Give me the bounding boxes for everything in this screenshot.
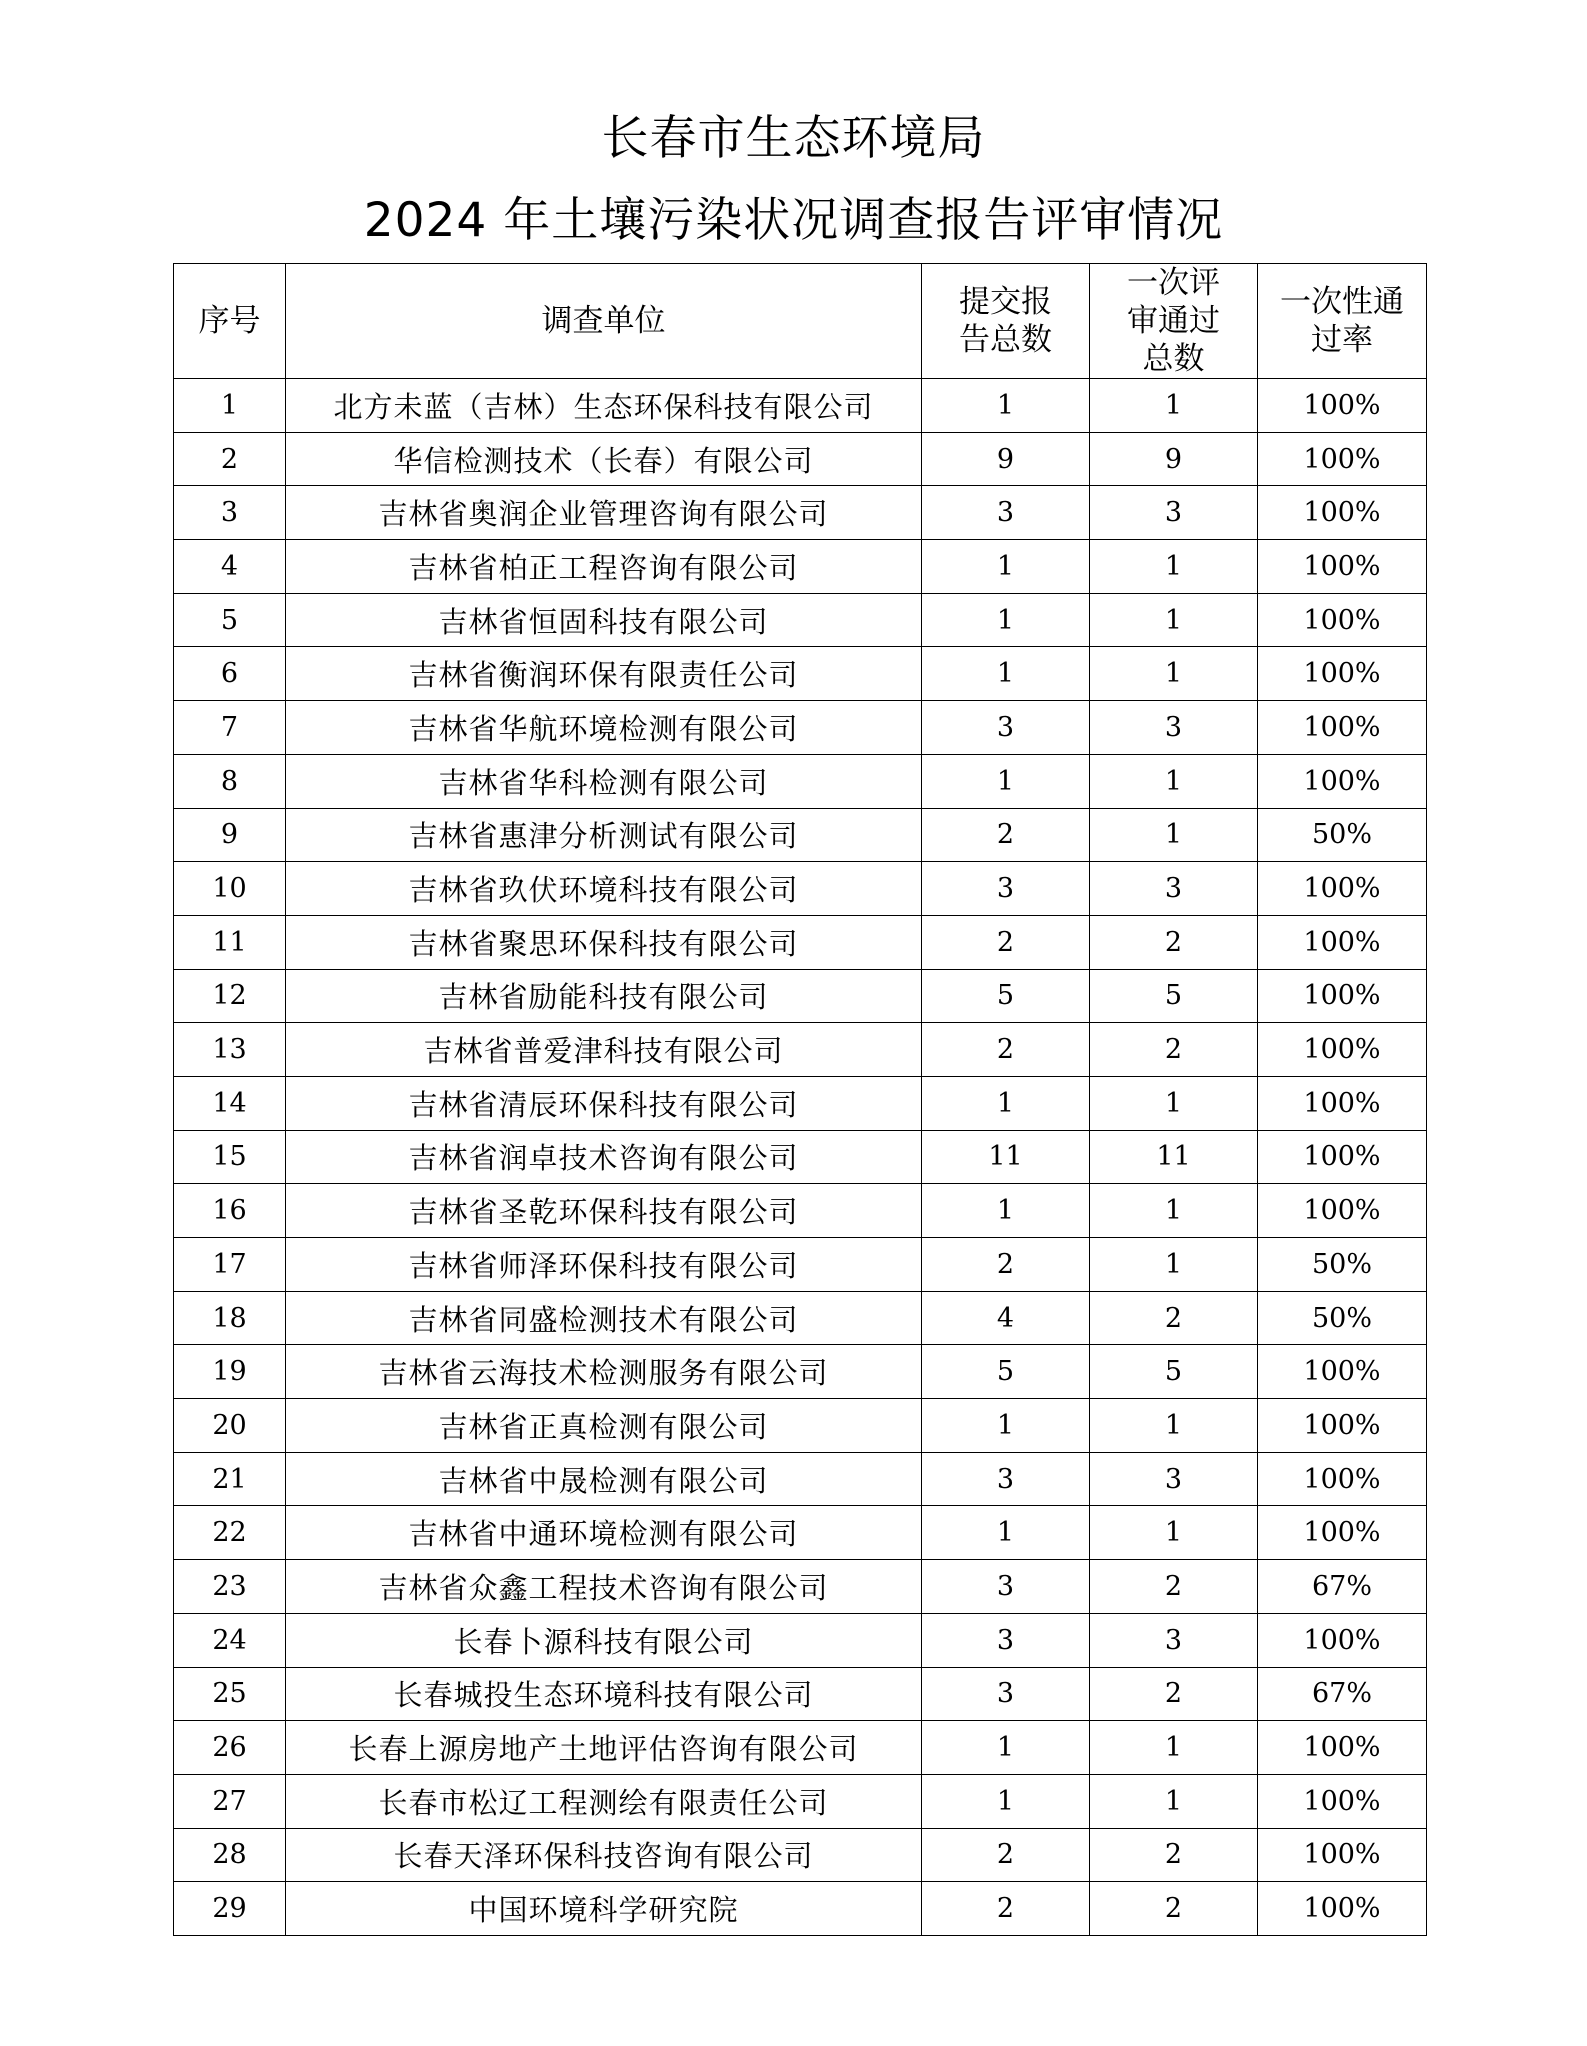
table-row [174, 808, 1427, 862]
table-row [174, 432, 1427, 486]
cell-submitted-total: 1 [922, 1184, 1090, 1238]
cell-survey-unit: 长春天泽环保科技咨询有限公司 [286, 1828, 922, 1882]
cell-survey-unit: 吉林省中晟检测有限公司 [286, 1452, 922, 1506]
cell-pass-rate: 100% [1258, 432, 1427, 486]
cell-passed-total: 1 [1090, 1184, 1258, 1238]
cell-submitted-total: 1 [922, 379, 1090, 433]
table-row [174, 540, 1427, 594]
cell-survey-unit: 吉林省华科检测有限公司 [286, 754, 922, 808]
cell-passed-total: 2 [1090, 1291, 1258, 1345]
cell-submitted-total: 3 [922, 862, 1090, 916]
cell-pass-rate: 100% [1258, 1882, 1427, 1936]
cell-passed-total: 2 [1090, 1667, 1258, 1721]
cell-submitted-total: 2 [922, 1828, 1090, 1882]
cell-submitted-total: 3 [922, 1667, 1090, 1721]
table-body [174, 379, 1427, 1936]
cell-passed-total: 9 [1090, 432, 1258, 486]
cell-submitted-total: 3 [922, 1560, 1090, 1614]
table-row [174, 1345, 1427, 1399]
table-row [174, 969, 1427, 1023]
cell-serial-number: 23 [174, 1560, 286, 1614]
cell-serial-number: 8 [174, 754, 286, 808]
cell-submitted-total: 5 [922, 969, 1090, 1023]
cell-pass-rate: 67% [1258, 1560, 1427, 1614]
cell-passed-total: 3 [1090, 862, 1258, 916]
cell-pass-rate: 100% [1258, 1023, 1427, 1077]
document-title: 长春市生态环境局 [601, 111, 986, 166]
cell-submitted-total: 3 [922, 1452, 1090, 1506]
cell-survey-unit: 吉林省师泽环保科技有限公司 [286, 1238, 922, 1292]
cell-passed-total: 1 [1090, 1774, 1258, 1828]
cell-survey-unit: 吉林省圣乾环保科技有限公司 [286, 1184, 922, 1238]
cell-serial-number: 26 [174, 1721, 286, 1775]
cell-serial-number: 1 [174, 379, 286, 433]
cell-submitted-total: 4 [922, 1291, 1090, 1345]
cell-serial-number: 28 [174, 1828, 286, 1882]
cell-submitted-total: 9 [922, 432, 1090, 486]
cell-serial-number: 15 [174, 1130, 286, 1184]
cell-submitted-total: 1 [922, 754, 1090, 808]
cell-passed-total: 5 [1090, 1345, 1258, 1399]
cell-survey-unit: 吉林省恒固科技有限公司 [286, 593, 922, 647]
cell-passed-total: 1 [1090, 808, 1258, 862]
cell-submitted-total: 3 [922, 486, 1090, 540]
table-row [174, 1023, 1427, 1077]
cell-pass-rate: 100% [1258, 915, 1427, 969]
cell-pass-rate: 100% [1258, 754, 1427, 808]
table-row [174, 1828, 1427, 1882]
cell-submitted-total: 2 [922, 1023, 1090, 1077]
cell-serial-number: 9 [174, 808, 286, 862]
cell-passed-total: 2 [1090, 1882, 1258, 1936]
cell-serial-number: 11 [174, 915, 286, 969]
table-row [174, 1130, 1427, 1184]
cell-passed-total: 1 [1090, 593, 1258, 647]
header-passed-total: 一次评审通过总数 [1090, 264, 1258, 379]
table-row [174, 593, 1427, 647]
cell-survey-unit: 吉林省衡润环保有限责任公司 [286, 647, 922, 701]
table-row [174, 1882, 1427, 1936]
table-row [174, 1076, 1427, 1130]
cell-passed-total: 3 [1090, 701, 1258, 755]
table-row [174, 1721, 1427, 1775]
cell-survey-unit: 吉林省润卓技术咨询有限公司 [286, 1130, 922, 1184]
cell-serial-number: 19 [174, 1345, 286, 1399]
cell-serial-number: 10 [174, 862, 286, 916]
cell-pass-rate: 100% [1258, 969, 1427, 1023]
table-row [174, 1291, 1427, 1345]
cell-serial-number: 25 [174, 1667, 286, 1721]
cell-submitted-total: 1 [922, 1721, 1090, 1775]
cell-submitted-total: 5 [922, 1345, 1090, 1399]
table-row [174, 1667, 1427, 1721]
cell-survey-unit: 吉林省同盛检测技术有限公司 [286, 1291, 922, 1345]
cell-serial-number: 20 [174, 1399, 286, 1453]
cell-submitted-total: 2 [922, 1238, 1090, 1292]
cell-pass-rate: 100% [1258, 1613, 1427, 1667]
cell-survey-unit: 吉林省惠津分析测试有限公司 [286, 808, 922, 862]
cell-survey-unit: 吉林省清辰环保科技有限公司 [286, 1076, 922, 1130]
cell-submitted-total: 3 [922, 701, 1090, 755]
header-serial-number: 序号 [174, 264, 286, 379]
cell-survey-unit: 中国环境科学研究院 [286, 1882, 922, 1936]
cell-passed-total: 1 [1090, 647, 1258, 701]
cell-pass-rate: 100% [1258, 1399, 1427, 1453]
cell-submitted-total: 1 [922, 1774, 1090, 1828]
table-row [174, 1399, 1427, 1453]
table-row [174, 1238, 1427, 1292]
table-row [174, 1506, 1427, 1560]
cell-survey-unit: 吉林省普爱津科技有限公司 [286, 1023, 922, 1077]
table-row [174, 915, 1427, 969]
cell-submitted-total: 3 [922, 1613, 1090, 1667]
table-row [174, 1184, 1427, 1238]
cell-serial-number: 13 [174, 1023, 286, 1077]
cell-serial-number: 21 [174, 1452, 286, 1506]
table-row [174, 701, 1427, 755]
cell-passed-total: 2 [1090, 1828, 1258, 1882]
cell-submitted-total: 2 [922, 915, 1090, 969]
cell-pass-rate: 100% [1258, 1184, 1427, 1238]
cell-survey-unit: 吉林省励能科技有限公司 [286, 969, 922, 1023]
table-row [174, 486, 1427, 540]
table-row [174, 1452, 1427, 1506]
cell-serial-number: 12 [174, 969, 286, 1023]
cell-pass-rate: 100% [1258, 701, 1427, 755]
table-row [174, 1774, 1427, 1828]
cell-survey-unit: 长春市松辽工程测绘有限责任公司 [286, 1774, 922, 1828]
cell-passed-total: 1 [1090, 1506, 1258, 1560]
table-row [174, 647, 1427, 701]
cell-serial-number: 6 [174, 647, 286, 701]
cell-pass-rate: 100% [1258, 379, 1427, 433]
cell-submitted-total: 1 [922, 540, 1090, 594]
cell-pass-rate: 100% [1258, 1774, 1427, 1828]
cell-passed-total: 1 [1090, 1076, 1258, 1130]
cell-passed-total: 2 [1090, 1023, 1258, 1077]
cell-passed-total: 1 [1090, 754, 1258, 808]
header-pass-rate: 一次性通过率 [1258, 264, 1427, 379]
cell-submitted-total: 1 [922, 593, 1090, 647]
cell-passed-total: 3 [1090, 1452, 1258, 1506]
cell-survey-unit: 吉林省正真检测有限公司 [286, 1399, 922, 1453]
cell-submitted-total: 1 [922, 647, 1090, 701]
cell-survey-unit: 吉林省聚思环保科技有限公司 [286, 915, 922, 969]
report-table [173, 263, 1427, 1936]
cell-survey-unit: 吉林省众鑫工程技术咨询有限公司 [286, 1560, 922, 1614]
cell-serial-number: 24 [174, 1613, 286, 1667]
cell-pass-rate: 100% [1258, 1828, 1427, 1882]
cell-survey-unit: 吉林省玖伏环境科技有限公司 [286, 862, 922, 916]
cell-pass-rate: 50% [1258, 1291, 1427, 1345]
cell-passed-total: 3 [1090, 486, 1258, 540]
table-row [174, 754, 1427, 808]
cell-passed-total: 2 [1090, 915, 1258, 969]
cell-serial-number: 7 [174, 701, 286, 755]
cell-survey-unit: 吉林省奥润企业管理咨询有限公司 [286, 486, 922, 540]
cell-serial-number: 16 [174, 1184, 286, 1238]
cell-survey-unit: 吉林省华航环境检测有限公司 [286, 701, 922, 755]
cell-survey-unit: 长春上源房地产土地评估咨询有限公司 [286, 1721, 922, 1775]
cell-serial-number: 3 [174, 486, 286, 540]
cell-serial-number: 14 [174, 1076, 286, 1130]
table-row [174, 379, 1427, 433]
cell-survey-unit: 吉林省云海技术检测服务有限公司 [286, 1345, 922, 1399]
cell-serial-number: 2 [174, 432, 286, 486]
document-subtitle: 2024 年土壤污染状况调查报告评审情况 [363, 193, 1224, 248]
cell-serial-number: 18 [174, 1291, 286, 1345]
cell-pass-rate: 100% [1258, 1130, 1427, 1184]
cell-passed-total: 1 [1090, 1399, 1258, 1453]
cell-pass-rate: 100% [1258, 1506, 1427, 1560]
cell-pass-rate: 100% [1258, 593, 1427, 647]
cell-passed-total: 2 [1090, 1560, 1258, 1614]
cell-submitted-total: 1 [922, 1399, 1090, 1453]
cell-pass-rate: 50% [1258, 1238, 1427, 1292]
cell-pass-rate: 100% [1258, 647, 1427, 701]
cell-serial-number: 22 [174, 1506, 286, 1560]
cell-submitted-total: 1 [922, 1076, 1090, 1130]
cell-submitted-total: 2 [922, 808, 1090, 862]
table-row [174, 1560, 1427, 1614]
cell-serial-number: 17 [174, 1238, 286, 1292]
cell-survey-unit: 吉林省柏正工程咨询有限公司 [286, 540, 922, 594]
cell-serial-number: 27 [174, 1774, 286, 1828]
cell-submitted-total: 2 [922, 1882, 1090, 1936]
cell-passed-total: 1 [1090, 379, 1258, 433]
table-header-row [174, 264, 1427, 379]
table-row [174, 1613, 1427, 1667]
cell-submitted-total: 1 [922, 1506, 1090, 1560]
table-row [174, 862, 1427, 916]
cell-passed-total: 5 [1090, 969, 1258, 1023]
cell-passed-total: 1 [1090, 540, 1258, 594]
cell-pass-rate: 50% [1258, 808, 1427, 862]
cell-survey-unit: 华信检测技术（长春）有限公司 [286, 432, 922, 486]
cell-passed-total: 1 [1090, 1238, 1258, 1292]
cell-serial-number: 5 [174, 593, 286, 647]
cell-pass-rate: 100% [1258, 1345, 1427, 1399]
cell-pass-rate: 100% [1258, 862, 1427, 916]
cell-submitted-total: 11 [922, 1130, 1090, 1184]
cell-serial-number: 29 [174, 1882, 286, 1936]
header-survey-unit: 调查单位 [286, 264, 922, 379]
cell-passed-total: 3 [1090, 1613, 1258, 1667]
cell-pass-rate: 100% [1258, 486, 1427, 540]
cell-passed-total: 11 [1090, 1130, 1258, 1184]
cell-survey-unit: 北方未蓝（吉林）生态环保科技有限公司 [286, 379, 922, 433]
cell-pass-rate: 100% [1258, 540, 1427, 594]
cell-survey-unit: 吉林省中通环境检测有限公司 [286, 1506, 922, 1560]
cell-serial-number: 4 [174, 540, 286, 594]
cell-survey-unit: 长春城投生态环境科技有限公司 [286, 1667, 922, 1721]
cell-pass-rate: 100% [1258, 1452, 1427, 1506]
header-submitted-total: 提交报告总数 [922, 264, 1090, 379]
cell-survey-unit: 长春卜源科技有限公司 [286, 1613, 922, 1667]
cell-pass-rate: 67% [1258, 1667, 1427, 1721]
cell-pass-rate: 100% [1258, 1076, 1427, 1130]
cell-passed-total: 1 [1090, 1721, 1258, 1775]
cell-pass-rate: 100% [1258, 1721, 1427, 1775]
